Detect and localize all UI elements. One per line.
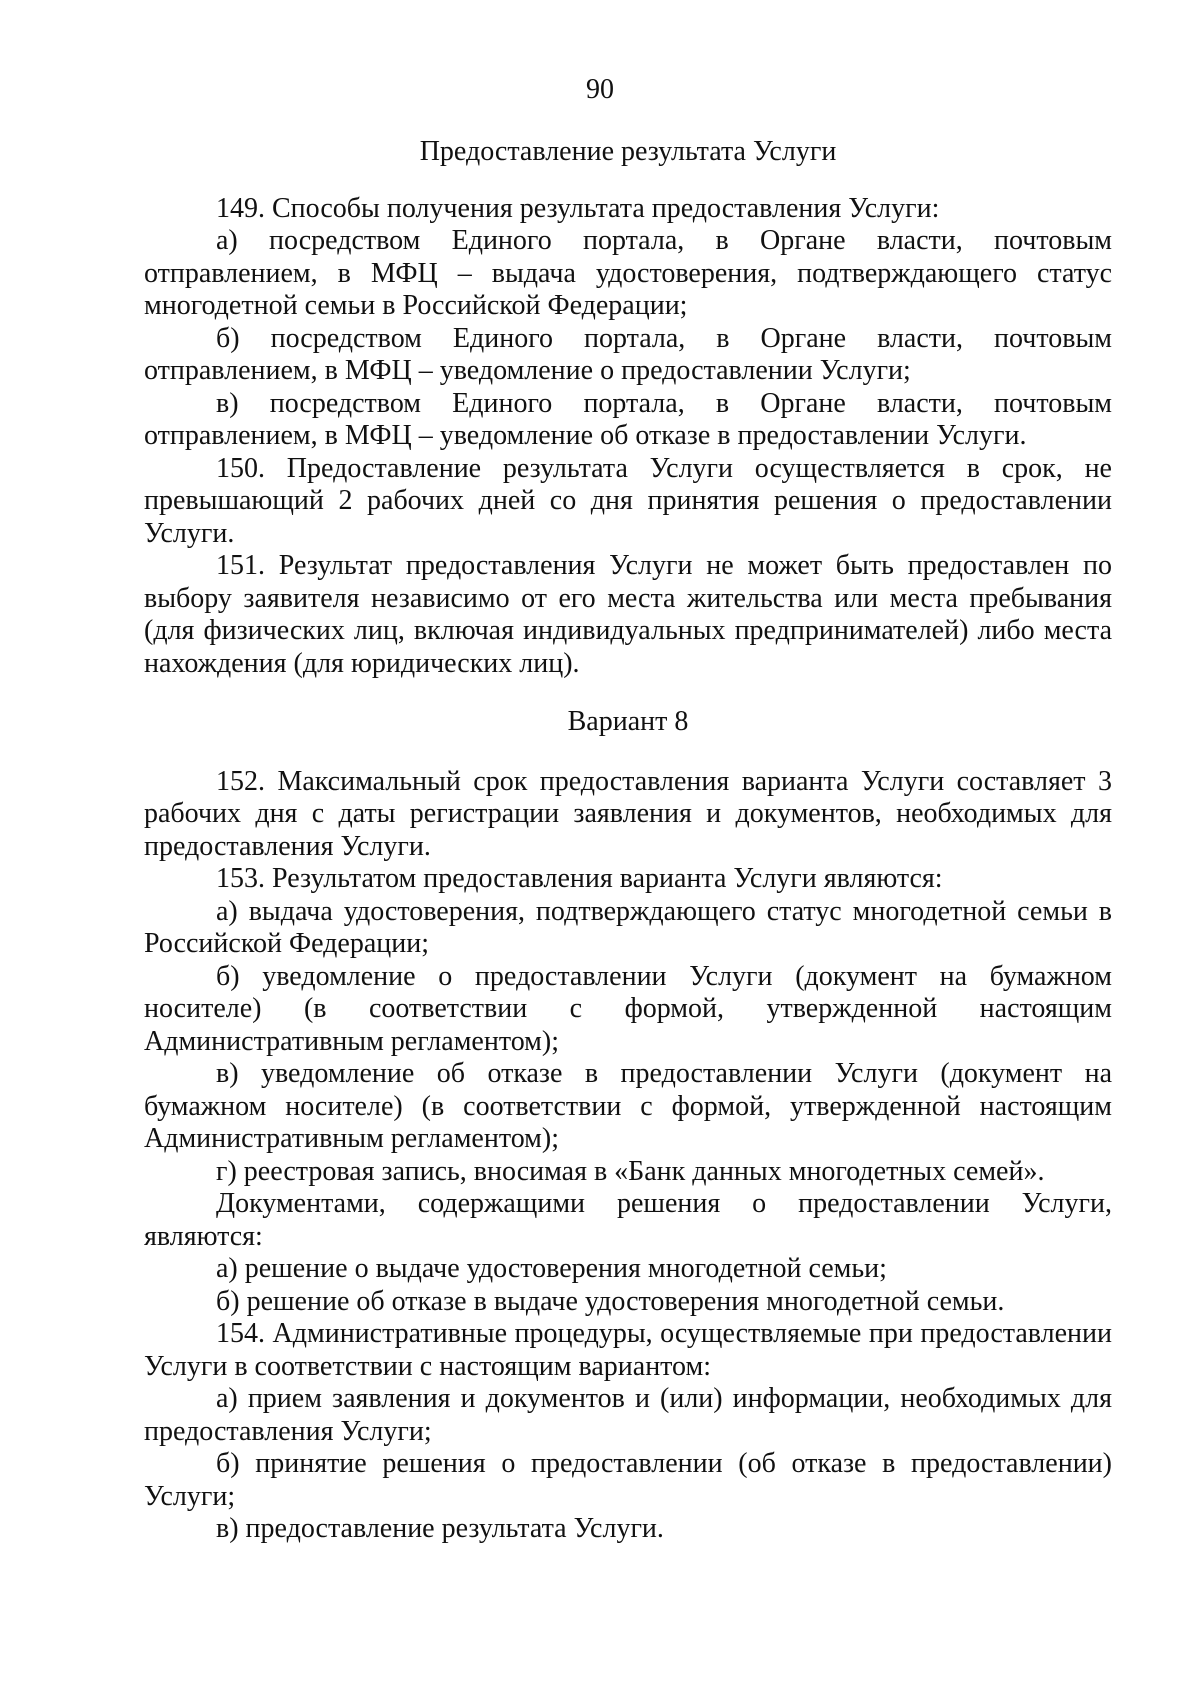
paragraph-149-c: в) посредством Единого портала, в Органе власти, почтовым отправлением, в МФЦ – уведомление об отказе в предоставлении Услуги. <box>144 387 1112 451</box>
paragraph-153-b: б) уведомление о предоставлении Услуги (документ на бумажном носителе) (в соответствии с формой, утвержденной настоящим Административным регламентом); <box>144 960 1112 1057</box>
paragraph-153: 153. Результатом предоставления варианта Услуги являются: <box>216 863 943 894</box>
variant-heading: Вариант 8 <box>567 706 689 737</box>
paragraph-152: 152. Максимальный срок предоставления варианта Услуги составляет 3 рабочих дня с даты регистрации заявления и документов, необходимых для предоставления Услуги. <box>144 765 1112 862</box>
paragraph-154-c: в) предоставление результата Услуги. <box>216 1513 664 1544</box>
paragraph-154-b: б) принятие решения о предоставлении (об отказе в предоставлении) Услуги; <box>144 1448 1112 1512</box>
section-heading: Предоставление результата Услуги <box>419 136 837 167</box>
paragraph-decision-documents: Документами, содержащими решения о предоставлении Услуги, являются: <box>144 1188 1112 1252</box>
paragraph-153-a: а) выдача удостоверения, подтверждающего статус многодетной семьи в Российской Федерации; <box>144 895 1112 959</box>
page-number: 90 <box>586 74 614 105</box>
paragraph-154-a: а) прием заявления и документов и (или) информации, необходимых для предоставления Услуги; <box>144 1383 1112 1447</box>
paragraph-149-a: а) посредством Единого портала, в Органе власти, почтовым отправлением, в МФЦ – выдача удостоверения, подтверждающего статус многодетной семьи в Российской Федерации; <box>144 225 1112 321</box>
paragraph-150: 150. Предоставление результата Услуги осуществляется в срок, не превышающий 2 рабочих дней со дня принятия решения о предоставлении Услуги. <box>144 452 1112 549</box>
paragraph-149-b: б) посредством Единого портала, в Органе власти, почтовым отправлением, в МФЦ – уведомление о предоставлении Услуги; <box>144 322 1112 386</box>
paragraph-149: 149. Способы получения результата предоставления Услуги: <box>216 192 940 224</box>
paragraph-153-c: в) уведомление об отказе в предоставлении Услуги (документ на бумажном носителе) (в соответствии с формой, утвержденной настоящим Административным регламентом); <box>144 1058 1112 1154</box>
document-body <box>144 136 1112 1546</box>
paragraph-154: 154. Административные процедуры, осуществляемые при предоставлении Услуги в соответствии с настоящим вариантом: <box>144 1318 1112 1382</box>
paragraph-decision-b: б) решение об отказе в выдаче удостоверения многодетной семьи. <box>216 1285 1005 1317</box>
paragraph-decision-a: а) решение о выдаче удостоверения многодетной семьи; <box>216 1253 887 1284</box>
paragraph-153-d: г) реестровая запись, вносимая в «Банк данных многодетных семей». <box>216 1155 1045 1187</box>
paragraph-151: 151. Результат предоставления Услуги не может быть предоставлен по выбору заявителя независимо от его места жительства или места пребывания (для физических лиц, включая индивидуальных предпринимателей) либо места нахождения (для юридических лиц). <box>144 550 1112 679</box>
